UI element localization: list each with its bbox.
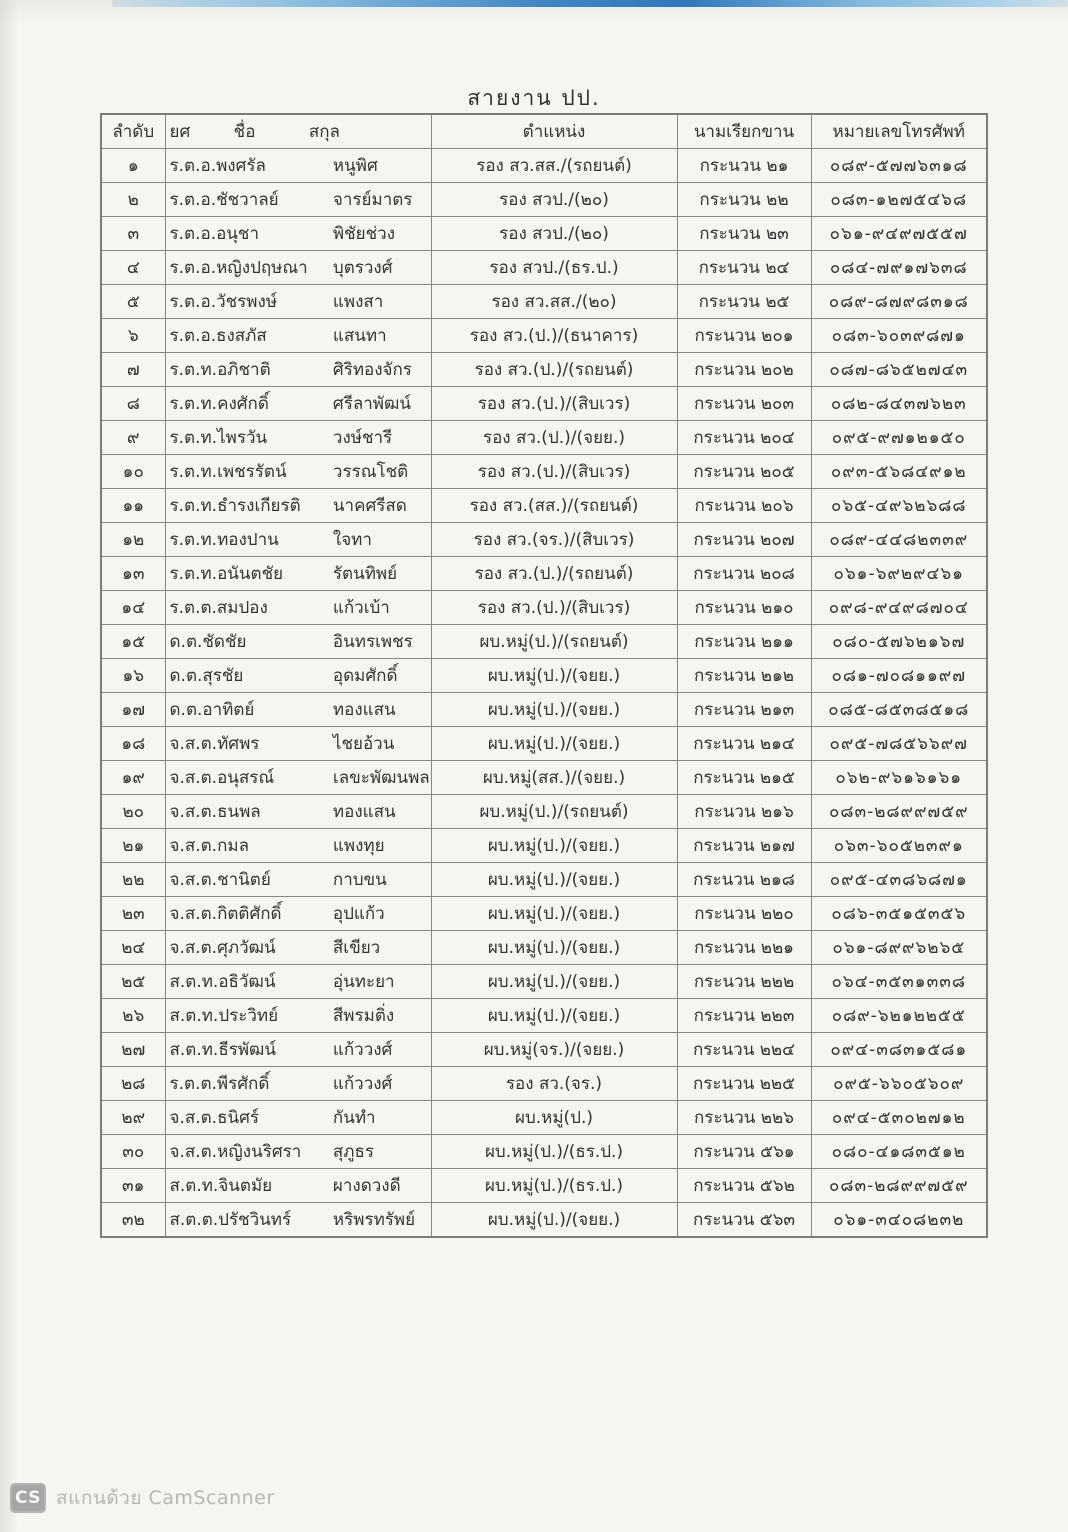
table-row [101, 557, 987, 591]
cell-callsign: กระนวน ๒๑ [677, 149, 811, 183]
cell-rank-name-surname [165, 727, 431, 761]
table-row [101, 1203, 987, 1238]
cell-phone-number: ๐๘๓-๒๘๙๙๗๕๙ [811, 1169, 987, 1203]
rank-and-firstname: จ.ส.ต.หญิงนริศรา [169, 1142, 302, 1162]
surname: เลขะพัฒนพล [332, 768, 430, 788]
cell-rank-name-surname [165, 863, 431, 897]
cell-callsign: กระนวน ๒๐๕ [677, 455, 811, 489]
table-row [101, 931, 987, 965]
cell-row-number: ๒๓ [101, 897, 165, 931]
cell-row-number: ๑๐ [101, 455, 165, 489]
surname: รัตนทิพย์ [332, 564, 398, 584]
surname: แสนทา [332, 326, 387, 346]
table-row [101, 285, 987, 319]
cell-phone-number: ๐๙๕-๔๓๘๖๘๗๑ [811, 863, 987, 897]
rank-and-firstname: ด.ต.สุรชัย [169, 666, 244, 686]
cell-phone-number: ๐๖๑-๘๙๙๖๒๖๕ [811, 931, 987, 965]
table-row [101, 693, 987, 727]
rank-and-firstname: จ.ส.ต.ทัศพร [169, 734, 260, 754]
cell-rank-name-surname [165, 693, 431, 727]
cell-rank-name-surname [165, 1067, 431, 1101]
rank-and-firstname: ร.ต.อ.พงศรัล [169, 156, 266, 176]
cell-callsign: กระนวน ๒๑๒ [677, 659, 811, 693]
cell-rank-name-surname [165, 1203, 431, 1238]
cell-position: ผบ.หมู่(ป.) [431, 1101, 677, 1135]
cell-phone-number: ๐๙๕-๙๗๑๒๑๕๐ [811, 421, 987, 455]
rank-and-firstname: ร.ต.ท.ไพรวัน [169, 428, 268, 448]
watermark-text: สแกนด้วย CamScanner [56, 1487, 275, 1509]
cell-rank-name-surname [165, 1033, 431, 1067]
surname: แพงสา [332, 292, 384, 312]
rank-and-firstname: ส.ต.ต.ปรัชวินทร์ [169, 1210, 292, 1230]
cell-callsign: กระนวน ๒๔ [677, 251, 811, 285]
cell-callsign: กระนวน ๒๓ [677, 217, 811, 251]
rank-and-firstname: ร.ต.ต.สมปอง [169, 598, 268, 618]
table-row [101, 489, 987, 523]
cell-phone-number: ๐๘๐-๔๑๘๓๕๑๒ [811, 1135, 987, 1169]
cell-position: รอง สวป./(๒๐) [431, 183, 677, 217]
cell-position: ผบ.หมู่(สส.)/(จยย.) [431, 761, 677, 795]
cell-position: ผบ.หมู่(ป.)/(จยย.) [431, 965, 677, 999]
cell-phone-number: ๐๘๙-๘๗๙๘๓๑๘ [811, 285, 987, 319]
cell-phone-number: ๐๖๕-๔๙๖๒๖๘๘ [811, 489, 987, 523]
cell-phone-number: ๐๘๐-๕๗๖๒๑๖๗ [811, 625, 987, 659]
cell-rank-name-surname [165, 1169, 431, 1203]
rank-and-firstname: ส.ต.ท.ประวิทย์ [169, 1006, 279, 1026]
table-row [101, 1033, 987, 1067]
cell-phone-number: ๐๙๕-๗๘๕๖๖๙๗ [811, 727, 987, 761]
table-row [101, 183, 987, 217]
cell-phone-number: ๐๖๑-๓๔๐๘๒๓๒ [811, 1203, 987, 1238]
cell-rank-name-surname [165, 421, 431, 455]
cell-rank-name-surname [165, 285, 431, 319]
cell-phone-number: ๐๘๓-๑๒๗๕๔๖๘ [811, 183, 987, 217]
cell-phone-number: ๐๘๖-๓๕๑๕๓๕๖ [811, 897, 987, 931]
camscanner-icon: CS [10, 1483, 46, 1513]
rank-and-firstname: ร.ต.ท.เพชรรัตน์ [169, 462, 287, 482]
cell-position: รอง สว.สส./(รถยนต์) [431, 149, 677, 183]
cell-row-number: ๔ [101, 251, 165, 285]
cell-position: ผบ.หมู่(ป.)/(จยย.) [431, 897, 677, 931]
cell-phone-number: ๐๙๔-๕๓๐๒๗๑๒ [811, 1101, 987, 1135]
cell-phone-number: ๐๘๓-๒๘๙๙๗๕๙ [811, 795, 987, 829]
cell-rank-name-surname [165, 965, 431, 999]
surname: สีเขียว [332, 938, 381, 958]
surname: วรรณโชติ [332, 462, 409, 482]
rank-and-firstname: ส.ต.ท.อธิวัฒน์ [169, 972, 276, 992]
rank-and-firstname: จ.ส.ต.ศุภวัฒน์ [169, 938, 276, 958]
rank-and-firstname: จ.ส.ต.กิตติศักดิ์ [169, 904, 282, 924]
cell-callsign: กระนวน ๒๑๕ [677, 761, 811, 795]
cell-rank-name-surname [165, 489, 431, 523]
cell-row-number: ๓๒ [101, 1203, 165, 1238]
cell-rank-name-surname [165, 251, 431, 285]
rank-and-firstname: ร.ต.อ.หญิงปฤษณา [169, 258, 308, 278]
surname: ใจทา [332, 530, 372, 550]
surname: ศิริทองจักร [332, 360, 412, 380]
cell-phone-number: ๐๘๔-๗๙๑๗๖๓๘ [811, 251, 987, 285]
surname: แก้ววงศ์ [332, 1040, 393, 1060]
cell-row-number: ๑ [101, 149, 165, 183]
header-position: ตำแหน่ง [431, 114, 677, 149]
table-row [101, 421, 987, 455]
cell-position: ผบ.หมู่(ป.)/(จยย.) [431, 999, 677, 1033]
cell-callsign: กระนวน ๒๒ [677, 183, 811, 217]
cell-row-number: ๖ [101, 319, 165, 353]
cell-rank-name-surname [165, 761, 431, 795]
table-row [101, 727, 987, 761]
cell-rank-name-surname [165, 659, 431, 693]
cell-callsign: กระนวน ๒๒๔ [677, 1033, 811, 1067]
cell-phone-number: ๐๙๔-๓๘๓๑๕๘๑ [811, 1033, 987, 1067]
surname: จารย์มาตร [332, 190, 413, 210]
header-rank-name-surname [165, 114, 431, 149]
rank-and-firstname: ร.ต.อ.ธงสภัส [169, 326, 267, 346]
surname: หนูพิศ [332, 156, 378, 176]
surname: กาบขน [332, 870, 387, 890]
table-row [101, 591, 987, 625]
surname: อินทรเพชร [332, 632, 413, 652]
rank-and-firstname: ร.ต.ท.ทองปาน [169, 530, 279, 550]
cell-position: ผบ.หมู่(ป.)/(ธร.ป.) [431, 1169, 677, 1203]
cell-rank-name-surname [165, 591, 431, 625]
cell-rank-name-surname [165, 931, 431, 965]
surname: วงษ์ชารี [332, 428, 393, 448]
cell-row-number: ๑๑ [101, 489, 165, 523]
cell-callsign: กระนวน ๒๐๑ [677, 319, 811, 353]
cell-callsign: กระนวน ๒๒๒ [677, 965, 811, 999]
table-row [101, 625, 987, 659]
cell-callsign: กระนวน ๒๐๘ [677, 557, 811, 591]
cell-position: รอง สว.(ป.)/(รถยนต์) [431, 557, 677, 591]
cell-phone-number: ๐๙๘-๙๔๙๘๗๐๔ [811, 591, 987, 625]
cell-callsign: กระนวน ๒๒๓ [677, 999, 811, 1033]
cell-callsign: กระนวน ๒๐๗ [677, 523, 811, 557]
cell-row-number: ๑๘ [101, 727, 165, 761]
table-row [101, 319, 987, 353]
header-row [101, 114, 987, 149]
cell-callsign: กระนวน ๕๖๓ [677, 1203, 811, 1238]
cell-callsign: กระนวน ๒๒๖ [677, 1101, 811, 1135]
cell-callsign: กระนวน ๒๑๗ [677, 829, 811, 863]
rank-and-firstname: ร.ต.อ.วัชรพงษ์ [169, 292, 278, 312]
cell-row-number: ๒๐ [101, 795, 165, 829]
cell-row-number: ๓๐ [101, 1135, 165, 1169]
cell-callsign: กระนวน ๒๐๒ [677, 353, 811, 387]
table-header [101, 114, 987, 149]
cell-position: รอง สว.(ป.)/(รถยนต์) [431, 353, 677, 387]
rank-and-firstname: ส.ต.ท.จินตมัย [169, 1176, 273, 1196]
cell-position: รอง สว.(ป.)/(สิบเวร) [431, 387, 677, 421]
cell-phone-number: ๐๘๙-๖๒๑๒๒๕๕ [811, 999, 987, 1033]
header-callsign: นามเรียกขาน [677, 114, 811, 149]
cell-position: ผบ.หมู่(ป.)/(จยย.) [431, 659, 677, 693]
cell-row-number: ๒๔ [101, 931, 165, 965]
table-row [101, 829, 987, 863]
cell-row-number: ๑๔ [101, 591, 165, 625]
cell-callsign: กระนวน ๕๖๒ [677, 1169, 811, 1203]
cell-phone-number: ๐๖๑-๙๔๙๗๕๕๗ [811, 217, 987, 251]
table-row [101, 455, 987, 489]
cell-row-number: ๑๓ [101, 557, 165, 591]
table-row [101, 353, 987, 387]
table-row [101, 795, 987, 829]
cell-position: รอง สว.(ป.)/(ธนาคาร) [431, 319, 677, 353]
cell-phone-number: ๐๘๙-๔๔๘๒๓๓๙ [811, 523, 987, 557]
cell-position: รอง สว.(ป.)/(สิบเวร) [431, 591, 677, 625]
cell-phone-number: ๐๘๑-๗๐๘๑๑๙๗ [811, 659, 987, 693]
cell-callsign: กระนวน ๒๑๑ [677, 625, 811, 659]
cell-phone-number: ๐๙๕-๖๖๐๕๖๐๙ [811, 1067, 987, 1101]
cell-row-number: ๑๖ [101, 659, 165, 693]
cell-row-number: ๙ [101, 421, 165, 455]
cell-position: รอง สว.(สส.)/(รถยนต์) [431, 489, 677, 523]
cell-row-number: ๒๑ [101, 829, 165, 863]
rank-and-firstname: ร.ต.อ.ชัชวาลย์ [169, 190, 279, 210]
cell-callsign: กระนวน ๒๒๕ [677, 1067, 811, 1101]
cell-phone-number: ๐๖๓-๖๐๕๒๓๙๑ [811, 829, 987, 863]
table-row [101, 999, 987, 1033]
cell-callsign: กระนวน ๒๑๐ [677, 591, 811, 625]
cell-position: ผบ.หมู่(จร.)/(จยย.) [431, 1033, 677, 1067]
table-row [101, 659, 987, 693]
table-row [101, 1101, 987, 1135]
cell-row-number: ๒๒ [101, 863, 165, 897]
cell-rank-name-surname [165, 353, 431, 387]
rank-and-firstname: ร.ต.ท.อภิชาติ [169, 360, 271, 380]
table-row [101, 1067, 987, 1101]
rank-and-firstname: ร.ต.ท.อนันตชัย [169, 564, 284, 584]
cell-row-number: ๑๕ [101, 625, 165, 659]
cell-position: ผบ.หมู่(ป.)/(ธร.ป.) [431, 1135, 677, 1169]
cell-position: รอง สว.(จร.)/(สิบเวร) [431, 523, 677, 557]
cell-row-number: ๘ [101, 387, 165, 421]
cell-rank-name-surname [165, 455, 431, 489]
table-row [101, 1169, 987, 1203]
cell-rank-name-surname [165, 1135, 431, 1169]
cell-position: รอง สว.(ป.)/(จยย.) [431, 421, 677, 455]
camscanner-watermark [10, 1483, 275, 1513]
table-row [101, 897, 987, 931]
table-row [101, 863, 987, 897]
surname: หริพรทรัพย์ [332, 1210, 416, 1230]
cell-position: ผบ.หมู่(ป.)/(รถยนต์) [431, 625, 677, 659]
cell-phone-number: ๐๘๓-๖๐๓๙๘๗๑ [811, 319, 987, 353]
rank-and-firstname: จ.ส.ต.อนุสรณ์ [169, 768, 275, 788]
surname: บุตรวงศ์ [332, 258, 393, 278]
cell-rank-name-surname [165, 625, 431, 659]
cell-row-number: ๕ [101, 285, 165, 319]
cell-rank-name-surname [165, 523, 431, 557]
cell-position: ผบ.หมู่(ป.)/(จยย.) [431, 727, 677, 761]
cell-row-number: ๒ [101, 183, 165, 217]
rank-and-firstname: ร.ต.อ.อนุชา [169, 224, 260, 244]
table-row [101, 523, 987, 557]
cell-phone-number: ๐๖๑-๖๙๒๙๔๖๑ [811, 557, 987, 591]
surname: อุ่นทะยา [332, 972, 395, 992]
cell-position: ผบ.หมู่(ป.)/(รถยนต์) [431, 795, 677, 829]
table-body [101, 149, 987, 1238]
surname: สีพรมติ่ง [332, 1006, 395, 1026]
table-row [101, 149, 987, 183]
cell-callsign: กระนวน ๒๒๑ [677, 931, 811, 965]
cell-rank-name-surname [165, 795, 431, 829]
cell-phone-number: ๐๘๕-๘๕๓๘๕๑๘ [811, 693, 987, 727]
surname: ศรีลาพัฒน์ [332, 394, 411, 414]
surname: ทองแสน [332, 802, 396, 822]
cell-position: ผบ.หมู่(ป.)/(จยย.) [431, 829, 677, 863]
table-row [101, 1135, 987, 1169]
header-phone: หมายเลขโทรศัพท์ [811, 114, 987, 149]
cell-phone-number: ๐๖๔-๓๕๓๑๓๓๘ [811, 965, 987, 999]
header-rank: ยศ [169, 122, 191, 142]
cell-rank-name-surname [165, 999, 431, 1033]
cell-position: รอง สวป./(ธร.ป.) [431, 251, 677, 285]
cell-rank-name-surname [165, 183, 431, 217]
surname: สุภูธร [332, 1142, 374, 1162]
scan-edge-artifact [112, 0, 1068, 7]
header-firstname: ชื่อ [233, 122, 256, 142]
cell-row-number: ๒๗ [101, 1033, 165, 1067]
cell-position: รอง สว.(จร.) [431, 1067, 677, 1101]
rank-and-firstname: จ.ส.ต.กมล [169, 836, 250, 856]
cell-row-number: ๗ [101, 353, 165, 387]
rank-and-firstname: ร.ต.ท.ธำรงเกียรติ [169, 496, 301, 516]
header-surname: สกุล [308, 122, 340, 142]
table-row [101, 251, 987, 285]
cell-position: รอง สว.(ป.)/(สิบเวร) [431, 455, 677, 489]
surname: นาคศรีสด [332, 496, 407, 516]
cell-callsign: กระนวน ๒๑๓ [677, 693, 811, 727]
cell-callsign: กระนวน ๒๐๔ [677, 421, 811, 455]
cell-phone-number: ๐๙๓-๕๖๘๔๙๑๒ [811, 455, 987, 489]
cell-position: ผบ.หมู่(ป.)/(จยย.) [431, 1203, 677, 1238]
cell-phone-number: ๐๘๒-๘๔๓๗๖๒๓ [811, 387, 987, 421]
cell-row-number: ๓๑ [101, 1169, 165, 1203]
cell-rank-name-surname [165, 319, 431, 353]
cell-phone-number: ๐๘๗-๘๖๕๒๗๔๓ [811, 353, 987, 387]
cell-row-number: ๑๗ [101, 693, 165, 727]
rank-and-firstname: ด.ต.อาทิตย์ [169, 700, 255, 720]
surname: แพงทุย [332, 836, 385, 856]
surname: ไชยอ้วน [332, 734, 395, 754]
cell-row-number: ๓ [101, 217, 165, 251]
page-title: สายงาน ปป. [467, 86, 601, 110]
table-row [101, 761, 987, 795]
cell-position: รอง สว.สส./(๒๐) [431, 285, 677, 319]
surname: แก้ววงศ์ [332, 1074, 393, 1094]
cell-row-number: ๒๙ [101, 1101, 165, 1135]
cell-callsign: กระนวน ๒๕ [677, 285, 811, 319]
surname: อุดมศักดิ์ [332, 666, 398, 686]
cell-callsign: กระนวน ๒๑๔ [677, 727, 811, 761]
rank-and-firstname: ส.ต.ท.ธีรพัฒน์ [169, 1040, 277, 1060]
cell-row-number: ๒๕ [101, 965, 165, 999]
table-row [101, 217, 987, 251]
rank-and-firstname: ร.ต.ท.คงศักดิ์ [169, 394, 269, 414]
rank-and-firstname: จ.ส.ต.ชานิตย์ [169, 870, 271, 890]
surname: กันทำ [332, 1108, 376, 1128]
surname: พิชัยช่วง [332, 224, 395, 244]
cell-row-number: ๒๖ [101, 999, 165, 1033]
surname: ทองแสน [332, 700, 396, 720]
cell-rank-name-surname [165, 387, 431, 421]
table-row [101, 387, 987, 421]
cell-position: ผบ.หมู่(ป.)/(จยย.) [431, 931, 677, 965]
rank-and-firstname: ร.ต.ต.พีรศักดิ์ [169, 1074, 270, 1094]
cell-callsign: กระนวน ๒๑๖ [677, 795, 811, 829]
cell-rank-name-surname [165, 557, 431, 591]
cell-row-number: ๑๙ [101, 761, 165, 795]
cell-callsign: กระนวน ๒๒๐ [677, 897, 811, 931]
cell-callsign: กระนวน ๕๖๑ [677, 1135, 811, 1169]
cell-rank-name-surname [165, 149, 431, 183]
cell-position: ผบ.หมู่(ป.)/(จยย.) [431, 863, 677, 897]
table-row [101, 965, 987, 999]
header-no: ลำดับ [101, 114, 165, 149]
surname: อุปแก้ว [332, 904, 385, 924]
cell-position: ผบ.หมู่(ป.)/(จยย.) [431, 693, 677, 727]
rank-and-firstname: จ.ส.ต.ธนิศร์ [169, 1108, 260, 1128]
rank-and-firstname: ด.ต.ชัดชัย [169, 632, 247, 652]
cell-callsign: กระนวน ๒๑๘ [677, 863, 811, 897]
cell-callsign: กระนวน ๒๐๖ [677, 489, 811, 523]
cell-phone-number: ๐๖๒-๙๖๑๖๑๖๑ [811, 761, 987, 795]
cell-row-number: ๑๒ [101, 523, 165, 557]
cell-row-number: ๒๘ [101, 1067, 165, 1101]
cell-callsign: กระนวน ๒๐๓ [677, 387, 811, 421]
cell-rank-name-surname [165, 897, 431, 931]
surname: แก้วเบ้า [332, 598, 390, 618]
cell-rank-name-surname [165, 829, 431, 863]
rank-and-firstname: จ.ส.ต.ธนพล [169, 802, 261, 822]
surname: ผางดวงดี [332, 1176, 401, 1196]
cell-rank-name-surname [165, 1101, 431, 1135]
cell-rank-name-surname [165, 217, 431, 251]
cell-position: รอง สวป./(๒๐) [431, 217, 677, 251]
cell-phone-number: ๐๘๙-๕๗๗๖๓๑๘ [811, 149, 987, 183]
personnel-roster-table [100, 113, 988, 1238]
